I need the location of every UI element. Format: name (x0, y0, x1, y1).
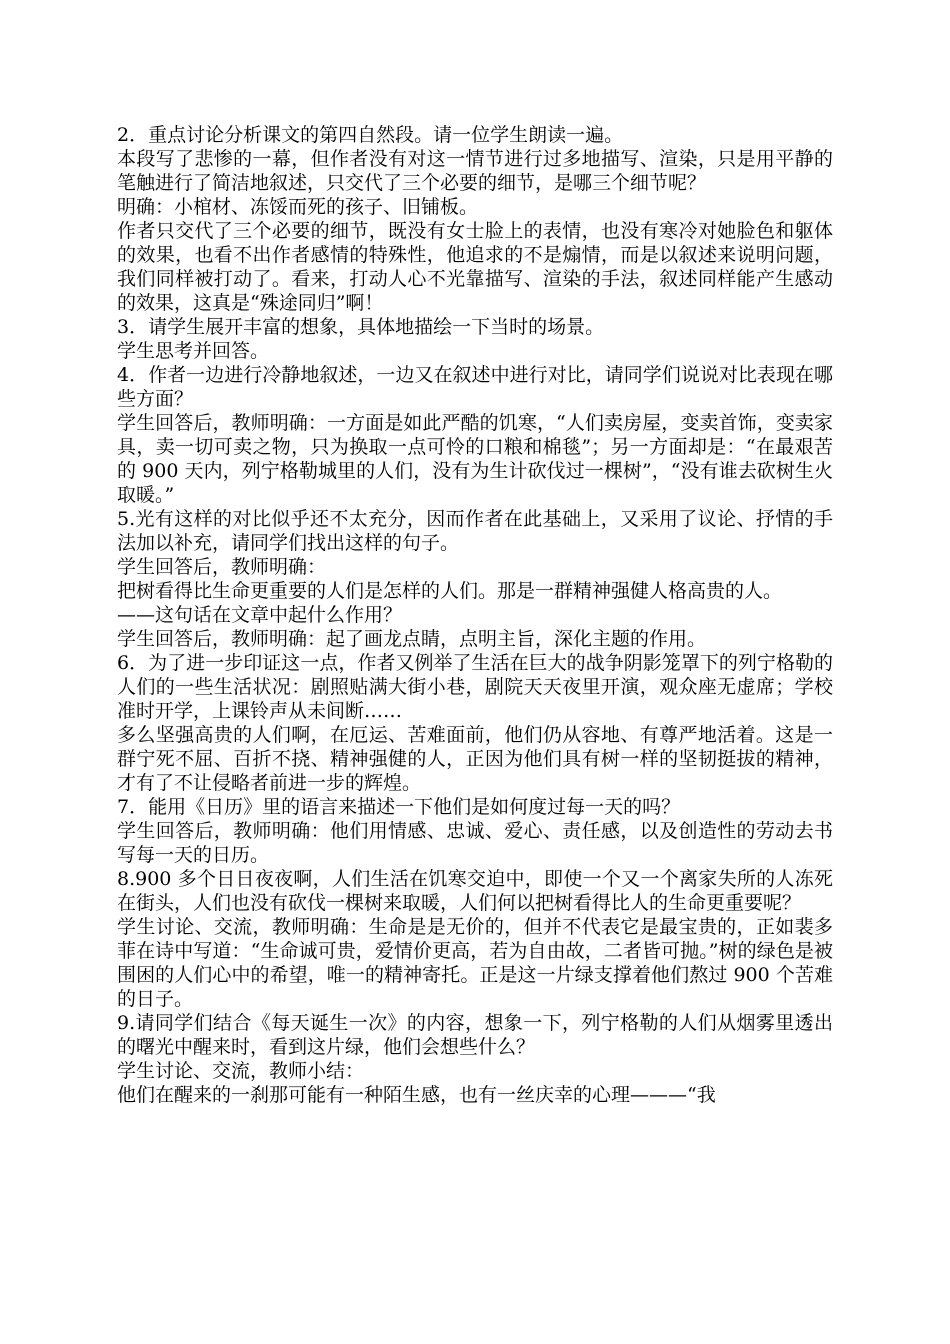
paragraph: 2．重点讨论分析课文的第四自然段。请一位学生朗读一遍。 (117, 124, 624, 146)
paragraph: 学生回答后，教师明确：他们用情感、忠诚、爱心、责任感，以及创造性的劳动去书写每一天的日历。 (117, 820, 833, 866)
paragraph: 本段写了悲惨的一幕，但作者没有对这一情节进行过多地描写、渲染，只是用平静的笔触进行了简洁地叙述，只交代了三个必要的细节，是哪三个细节呢？ (117, 148, 833, 194)
paragraph: 9.请同学们结合《每天诞生一次》的内容，想象一下，列宁格勒的人们从烟雾里透出的曙光中醒来时，看到这片绿，他们会想些什么？ (117, 1012, 833, 1058)
paragraph: 学生回答后，教师明确： (117, 556, 327, 578)
lesson-text (117, 123, 833, 1107)
paragraph: 3．请学生展开丰富的想象，具体地描绘一下当时的场景。 (117, 316, 605, 338)
paragraph: 7．能用《日历》里的语言来描述一下他们是如何度过每一天的吗？ (117, 796, 681, 818)
paragraph: 学生回答后，教师明确：起了画龙点睛，点明主旨，深化主题的作用。 (117, 628, 707, 650)
paragraph: 把树看得比生命更重要的人们是怎样的人们。那是一群精神强健人格高贵的人。 (117, 580, 783, 602)
paragraph: ——这句话在文章中起什么作用？ (117, 604, 403, 626)
paragraph: 他们在醒来的一刹那可能有一种陌生感，也有一丝庆幸的心理———“我 (117, 1084, 716, 1106)
paragraph: 学生讨论、交流，教师小结： (117, 1060, 365, 1082)
paragraph: 4．作者一边进行冷静地叙述，一边又在叙述中进行对比，请同学们说说对比表现在哪些方面？ (117, 364, 833, 410)
paragraph: 5.光有这样的对比似乎还不太充分，因而作者在此基础上，又采用了议论、抒情的手法加以补充，请同学们找出这样的句子。 (117, 508, 833, 554)
paragraph: 学生讨论、交流，教师明确：生命是是无价的，但并不代表它是最宝贵的，正如裴多菲在诗中写道：“生命诚可贵，爱情价更高，若为自由故，二者皆可抛。”树的绿色是被围困的人们心中的希望，唯一的精神寄托。正是这一片绿支撑着他们熬过 900 个苦难的日子。 (117, 916, 833, 1010)
paragraph: 作者只交代了三个必要的细节，既没有女士脸上的表情，也没有寒冷对她脸色和躯体的效果，也看不出作者感情的特殊性，他追求的不是煽情，而是以叙述来说明问题，我们同样被打动了。看来，打动人心不光靠描写、渲染的手法，叙述同样能产生感动的效果，这真是“殊途同归”啊！ (117, 220, 833, 314)
paragraph: 多么坚强高贵的人们啊，在厄运、苦难面前，他们仍从容地、有尊严地活着。这是一群宁死不屈、百折不挠、精神强健的人，正因为他们具有树一样的坚韧挺拔的精神，才有了不让侵略者前进一步的辉煌。 (117, 724, 833, 794)
paragraph: 6．为了进一步印证这一点，作者又例举了生活在巨大的战争阴影笼罩下的列宁格勒的人们的一些生活状况：剧照贴满大街小巷，剧院天天夜里开演，观众座无虚席；学校准时开学，上课铃声从未间断…… (117, 652, 833, 722)
paragraph: 学生思考并回答。 (117, 340, 270, 362)
paragraph: 学生回答后，教师明确：一方面是如此严酷的饥寒，“人们卖房屋，变卖首饰，变卖家具，卖一切可卖之物，只为换取一点可怜的口粮和棉毯”；另一方面却是：“在最艰苦的 900 天内，列宁格勒城里的人们，没有为生计砍伐过一棵树”，“没有谁去砍树生火取暖。” (117, 412, 833, 506)
paragraph: 8.900 多个日日夜夜啊，人们生活在饥寒交迫中，即使一个又一个离家失所的人冻死在街头，人们也没有砍伐一棵树来取暖，人们何以把树看得比人的生命更重要呢？ (117, 868, 833, 914)
paragraph: 明确：小棺材、冻馁而死的孩子、旧铺板。 (117, 196, 479, 218)
